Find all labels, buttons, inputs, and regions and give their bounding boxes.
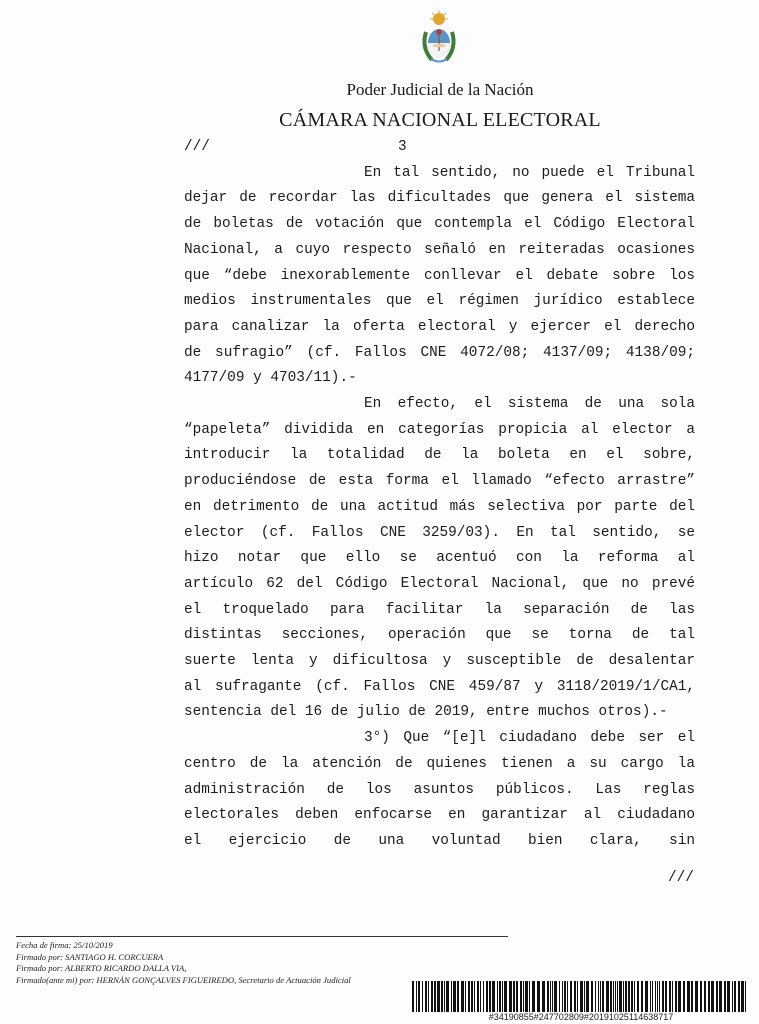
body-line: produciéndose de esta forma el llamado “efecto arrastre” (184, 473, 695, 490)
body-line: que “debe inexorablemente conllevar el debate sobre los (184, 267, 695, 284)
signature-secretary: Firmado(ante mi) por: HERNÁN GONÇALVES FIGUEIREDO, Secretario de Actuación Judicial (16, 974, 351, 985)
body-line: 3°) Que “[e]l ciudadano debe ser el (364, 730, 695, 747)
body-line: el troquelado para facilitar la separación de las (184, 601, 695, 618)
body-line: centro de la atención de quienes tienen a su cargo la (184, 755, 695, 772)
end-continuation-mark: /// (668, 870, 694, 886)
continuation-mark: /// (184, 139, 210, 155)
body-line: el ejercicio de una voluntad bien clara, sin (184, 832, 695, 849)
body-line: para canalizar la oferta electoral y ejercer el derecho (184, 318, 695, 335)
barcode-number: #34190855#247702809#20191025114638717 (488, 1012, 674, 1022)
page-number: 3 (398, 139, 407, 155)
page-header-line (184, 135, 695, 161)
body-line: distintas secciones, operación que se torna de tal (184, 627, 695, 644)
signature-signer-2: Firmado por: ALBERTO RICARDO DALLA VIA, (16, 963, 187, 973)
coat-of-arms-icon (418, 10, 460, 66)
body-line: en detrimento de una actitud más selectiva por parte del (184, 498, 695, 515)
body-line: Nacional, a cuyo respecto señaló en reiteradas ocasiones (184, 241, 695, 258)
body-line: medios instrumentales que el régimen jurídico establece (184, 293, 695, 310)
body-line: hizo notar que ello se acentuó con la reforma al (184, 550, 695, 567)
body-line: elector (cf. Fallos CNE 3259/03). En tal sentido, se (184, 524, 695, 541)
body-line: suerte lenta y dificultosa y susceptible de desalentar (184, 653, 695, 670)
body-line: En efecto, el sistema de una sola (364, 396, 695, 413)
body-line: 4177/09 y 4703/11).- (184, 370, 357, 387)
body-line: de boletas de votación que contempla el Código Electoral (184, 216, 695, 233)
signature-divider (16, 936, 508, 937)
body-line: administración de los asuntos públicos. Las reglas (184, 781, 695, 798)
institution-heading: Poder Judicial de la Nación (346, 80, 534, 99)
document-body (184, 135, 695, 855)
body-line: al sufragante (cf. Fallos CNE 459/87 y 3118/2019/1/CA1, (184, 678, 695, 695)
barcode-icon (412, 981, 750, 1012)
chamber-heading: CÁMARA NACIONAL ELECTORAL (279, 109, 601, 131)
body-line: sentencia del 16 de julio de 2019, entre muchos otros).- (184, 704, 668, 721)
signature-date: Fecha de firma: 25/10/2019 (16, 940, 113, 950)
body-line: dejar de recordar las dificultades que genera el sistema (184, 190, 695, 207)
body-line: de sufragio” (cf. Fallos CNE 4072/08; 4137/09; 4138/09; (184, 344, 695, 361)
body-line: electorales deben enfocarse en garantizar al ciudadano (184, 807, 695, 824)
body-line: artículo 62 del Código Electoral Nacional, que no prevé (184, 575, 695, 592)
signature-signer-1: Firmado por: SANTIAGO H. CORCUERA (16, 951, 164, 962)
body-line: “papeleta” dividida en categorías propicia al elector a (184, 421, 695, 438)
signature-block (16, 940, 436, 986)
body-line: introducir la totalidad de la boleta en el sobre, (184, 447, 695, 464)
body-paragraphs (184, 161, 695, 855)
body-line: En tal sentido, no puede el Tribunal (364, 164, 695, 181)
